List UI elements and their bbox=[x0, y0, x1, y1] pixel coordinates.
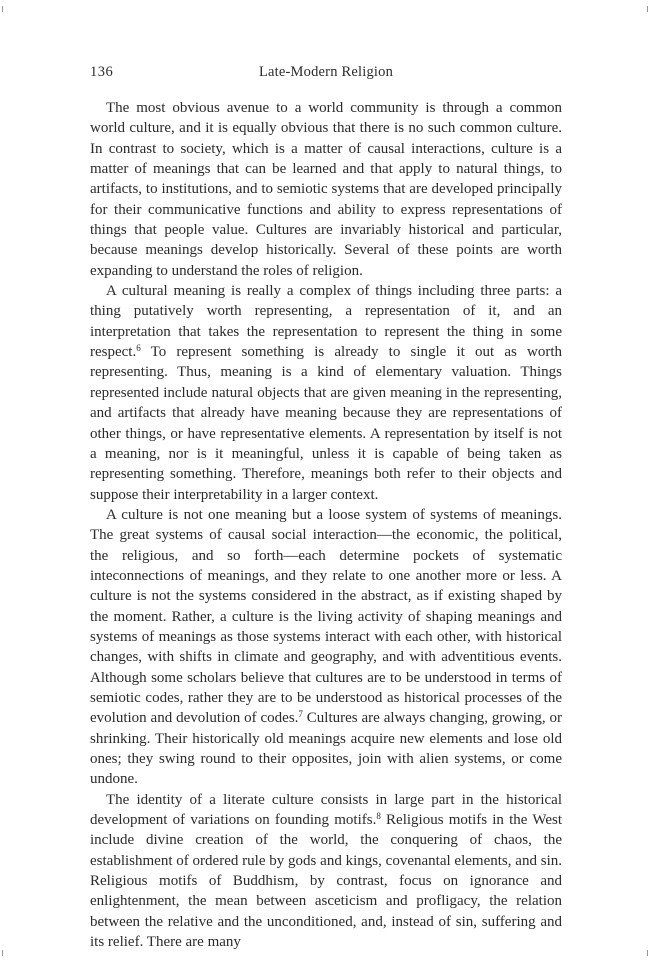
footnote-ref-7[interactable]: 7 bbox=[298, 709, 303, 720]
paragraph-1 bbox=[90, 98, 562, 281]
crop-mark-top-right bbox=[641, 6, 648, 12]
page-header bbox=[90, 64, 562, 84]
footnote-ref-6[interactable]: 6 bbox=[136, 343, 141, 354]
paragraph-3-text-b: Cultures are always changing, growing, or shrinking. Their historically old meanings acquire new elements and lose old ones; they swing round to their opposites, join with alien systems, or come undone. bbox=[90, 710, 562, 788]
paragraph-3 bbox=[90, 505, 562, 790]
crop-mark-bottom-left bbox=[2, 950, 9, 956]
body-text bbox=[90, 98, 562, 952]
crop-mark-bottom-right bbox=[641, 950, 648, 956]
crop-mark-top-left bbox=[2, 6, 9, 12]
paragraph-2-text-b: To represent something is already to single it out as worth representing. Thus, meaning is a kind of elementary valuation. Things represented include natural objects that are given meaning in the representing, and artifacts that already have meaning because they are representations of other things, or have representative elements. A representation by itself is not a meaning, nor is it meaningful, unless it is capable of being taken as representing something. Therefore, meanings both refer to their objects and suppose their interpretability in a larger context. bbox=[90, 344, 562, 503]
footnote-ref-8[interactable]: 8 bbox=[376, 811, 381, 822]
page-number: 136 bbox=[90, 64, 114, 80]
paragraph-1-text: The most obvious avenue to a world community is through a common world culture, and it is equally obvious that there is no such common culture. In contrast to society, which is a matter of causal interactions, culture is a matter of meanings that can be learned and that apply to natural things, to artifacts, to institutions, and to semiotic systems that are developed principally for their communicative functions and ability to express representations of things that people value. Cultures are invariably historical and particular, because meanings develop historically. Several of these points are worth expanding to understand the roles of religion. bbox=[90, 100, 562, 279]
paragraph-2 bbox=[90, 281, 562, 505]
running-head: Late-Modern Religion bbox=[258, 64, 394, 80]
paragraph-4 bbox=[90, 790, 562, 953]
paragraph-2-text-a: A cultural meaning is really a complex of things including three parts: a thing putatively worth representing, a representation of it, and an interpretation that takes the representation to represent the thing in some respect. bbox=[90, 283, 562, 361]
paragraph-4-text-b: Religious motifs in the West include divine creation of the world, the conquering of chaos, the establishment of ordered rule by gods and kings, covenantal elements, and sin. Religious motifs of Buddhism, by contrast, focus on ignorance and enlightenment, the mean between asceticism and profligacy, the relation between the relative and the unconditioned, and, instead of sin, suffering and its relief. There are many bbox=[90, 812, 562, 951]
paragraph-3-text-a: A culture is not one meaning but a loose system of systems of meanings. The great systems of causal social interaction—the economic, the political, the religious, and so forth—each determine pockets of systematic inteconnections of meanings, and they relate to one another more or less. A culture is not the systems considered in the abstract, as if existing shaped by the moment. Rather, a culture is the living activity of shaping meanings and systems of meanings as those systems interact with each other, with historical changes, with shifts in climate and geography, and with adventitious events. Although some scholars believe that cultures are to be understood in terms of semiotic codes, rather they are to be understood as historical processes of the evolution and devolution of codes. bbox=[90, 506, 562, 727]
paragraph-4-text-a: The identity of a literate culture consists in large part in the historical development of variations on founding motifs. bbox=[90, 791, 562, 829]
